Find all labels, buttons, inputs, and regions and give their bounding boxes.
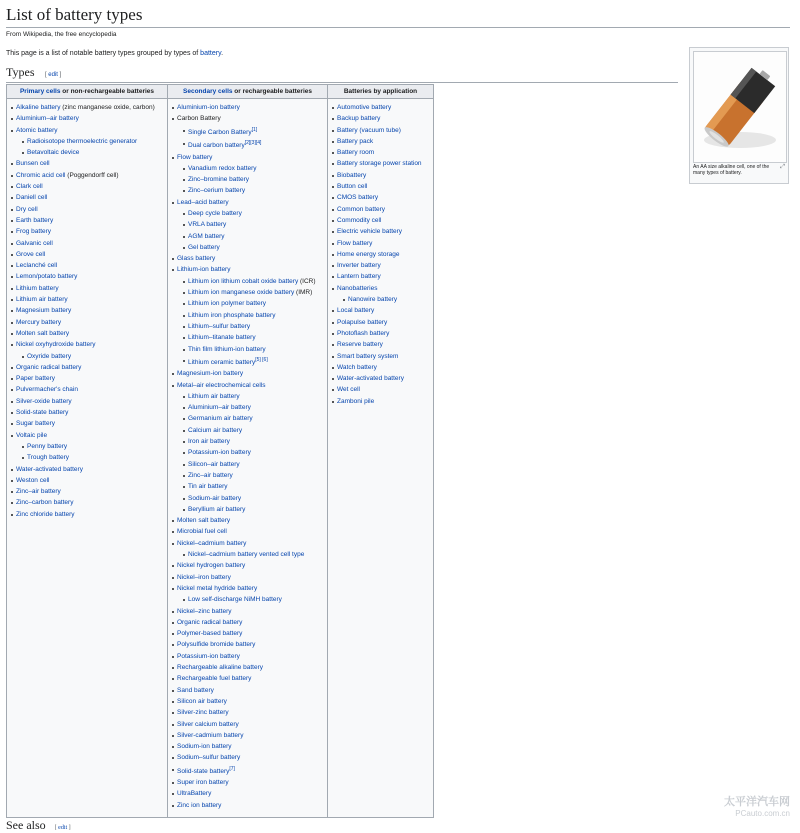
battery-type-link[interactable]: Grove cell (16, 250, 46, 258)
battery-type-link[interactable]: Iron air battery (188, 438, 230, 446)
battery-type-link[interactable]: Daniell cell (16, 194, 48, 202)
list-item (10, 249, 164, 260)
list-item (10, 509, 164, 520)
battery-type-link: Carbon Battery (177, 115, 221, 123)
battery-type-link[interactable]: Backup battery (337, 115, 381, 123)
list-item (331, 305, 430, 316)
list-item (171, 752, 324, 763)
battery-type-link[interactable]: Metal–air electrochemical cells (177, 381, 266, 389)
list-item (10, 260, 164, 271)
list-item (171, 685, 324, 696)
list-item (171, 413, 324, 424)
list-item (171, 102, 324, 113)
list-item (10, 271, 164, 282)
list-item (10, 158, 164, 169)
list-item (331, 328, 430, 339)
list-item (331, 215, 430, 226)
battery-type-link[interactable]: CMOS battery (337, 194, 379, 202)
battery-type-link[interactable]: Germanium air battery (188, 415, 253, 423)
list-item (171, 402, 324, 413)
battery-type-link[interactable]: Solid-state battery (177, 767, 230, 775)
battery-type-link[interactable]: Low self-discharge NiMH battery (188, 596, 282, 604)
list-item (171, 549, 324, 560)
intro-paragraph (6, 50, 790, 57)
battery-type-link[interactable]: Polysulfide bromide battery (177, 641, 256, 649)
battery-type-link[interactable]: Home energy storage (337, 250, 400, 258)
list-item (171, 368, 324, 379)
battery-type-link[interactable]: Silver calcium battery (177, 720, 239, 728)
battery-type-link[interactable]: Battery (vacuum tube) (337, 126, 401, 134)
list-item (331, 147, 430, 158)
list-item (171, 788, 324, 799)
list-item (331, 170, 430, 181)
col3-header: Batteries by application (328, 85, 434, 99)
list-item (10, 136, 164, 147)
list-item (10, 317, 164, 328)
primary-cells-link[interactable]: Primary cells (19, 88, 61, 95)
list-item (171, 310, 324, 321)
battery-type-link[interactable]: Common battery (337, 205, 386, 213)
col2-header (168, 85, 328, 99)
list-item (331, 362, 430, 373)
list-item (171, 504, 324, 515)
battery-type-link[interactable]: Atomic battery (16, 126, 58, 134)
battery-type-link[interactable]: Silicon air battery (177, 697, 227, 705)
item-note: (IMR) (294, 289, 313, 297)
list-item (171, 125, 324, 138)
list-item (10, 497, 164, 508)
list-item (171, 459, 324, 470)
battery-type-link[interactable]: Beryllium air battery (188, 505, 246, 513)
battery-type-link[interactable]: Automotive battery (337, 104, 392, 111)
table-header-row (7, 85, 434, 99)
battery-type-link[interactable]: Lithium iron phosphate battery (188, 311, 276, 319)
list-item (331, 238, 430, 249)
list-item (171, 298, 324, 309)
battery-type-link[interactable]: Biobattery (337, 171, 367, 179)
battery-type-link[interactable]: Watch battery (337, 363, 377, 371)
list-item (171, 113, 324, 124)
list-item (171, 583, 324, 594)
battery-type-link[interactable]: Super iron battery (177, 779, 229, 787)
list-item (10, 192, 164, 203)
list-item (171, 628, 324, 639)
battery-type-link[interactable]: Microbial fuel cell (177, 528, 227, 536)
list-item (10, 441, 164, 452)
battery-type-link[interactable]: Single Carbon Battery (188, 128, 252, 136)
battery-type-link[interactable]: Silver-oxide battery (16, 397, 72, 405)
battery-type-link[interactable]: Voltaic pile (16, 431, 48, 439)
battery-type-link[interactable]: Zinc–bromine battery (188, 176, 250, 184)
list-item (171, 707, 324, 718)
battery-type-link[interactable]: Sodium–sulfur battery (177, 754, 241, 762)
battery-type-link[interactable]: Lemon/potato battery (16, 273, 78, 281)
battery-type-link[interactable]: Organic radical battery (177, 618, 243, 626)
list-item (331, 192, 430, 203)
list-item (171, 673, 324, 684)
list-item (171, 594, 324, 605)
see-also-edit-link[interactable]: edit (58, 825, 68, 831)
battery-type-link[interactable]: Alkaline battery (16, 104, 61, 111)
list-item (171, 152, 324, 163)
battery-type-link[interactable]: Solid-state battery (16, 409, 69, 417)
list-item (10, 407, 164, 418)
list-item (171, 321, 324, 332)
battery-type-link[interactable]: Pulvermacher's chain (16, 386, 78, 394)
reference-link[interactable]: [1] (251, 126, 258, 133)
list-item (331, 351, 430, 362)
list-item (171, 730, 324, 741)
list-item (171, 800, 324, 811)
battery-type-link[interactable]: Mercury battery (16, 318, 62, 326)
list-item (171, 741, 324, 752)
watermark (724, 796, 790, 820)
list-item (171, 560, 324, 571)
battery-type-link[interactable]: UltraBattery (177, 790, 212, 798)
battery-type-link[interactable]: Vanadium redox battery (188, 164, 257, 172)
battery-type-link[interactable]: Penny battery (27, 442, 68, 450)
list-item (10, 396, 164, 407)
battery-type-link[interactable]: Bunsen cell (16, 160, 50, 168)
battery-type-link[interactable]: Thin film lithium-ion battery (188, 345, 266, 353)
list-item (10, 125, 164, 136)
list-item (171, 163, 324, 174)
list-item (331, 294, 430, 305)
item-note: (Poggendorff cell) (65, 171, 119, 179)
battery-type-link[interactable]: Organic radical battery (16, 363, 82, 371)
thumbnail (689, 47, 789, 184)
list-item (171, 436, 324, 447)
list-item (331, 136, 430, 147)
list-item (171, 276, 324, 287)
list-item (331, 125, 430, 136)
battery-type-link[interactable]: Gel battery (188, 243, 220, 251)
list-item (171, 515, 324, 526)
battery-type-link[interactable]: Frog battery (16, 228, 52, 236)
list-item (331, 339, 430, 350)
col1-cell (7, 99, 168, 818)
list-item (171, 355, 324, 368)
battery-type-link[interactable]: VRLA battery (188, 221, 227, 229)
battery-type-link[interactable]: Rechargeable alkaline battery (177, 664, 263, 672)
list-item (331, 249, 430, 260)
list-item (10, 452, 164, 463)
battery-type-link[interactable]: Chromic acid cell (16, 171, 66, 179)
see-also-edit: [ edit ] (54, 825, 71, 831)
battery-type-link[interactable]: Nanowire battery (348, 296, 398, 304)
battery-type-link[interactable]: Zinc–air battery (188, 471, 233, 479)
col2-cell (168, 99, 328, 818)
battery-type-link[interactable]: Button cell (337, 183, 368, 191)
battery-type-link[interactable]: Oxyride battery (27, 352, 72, 360)
list-item (171, 572, 324, 583)
list-item (171, 287, 324, 298)
battery-type-link[interactable]: Local battery (337, 307, 375, 315)
item-note: (zinc manganese oxide, carbon) (60, 104, 155, 111)
battery-type-link[interactable]: Zamboni pile (337, 397, 375, 405)
list-item (171, 662, 324, 673)
col2-header-text: or rechargeable batteries (232, 88, 312, 95)
battery-type-link[interactable]: Lithium ion lithium cobalt oxide battery (188, 277, 299, 285)
battery-type-link[interactable]: Lithium ion polymer battery (188, 300, 267, 308)
list-item (331, 260, 430, 271)
battery-type-link[interactable]: Wet cell (337, 386, 360, 394)
battery-type-link[interactable]: Lithium battery (16, 284, 59, 292)
list-item (171, 197, 324, 208)
section-title: Types (6, 65, 35, 79)
list-item (331, 113, 430, 124)
list-item (10, 113, 164, 124)
battery-type-link[interactable]: Molten salt battery (177, 517, 231, 525)
list-item (171, 639, 324, 650)
battery-type-link[interactable]: Potassium-ion battery (188, 449, 251, 457)
col3-cell (328, 99, 434, 818)
list-item (10, 373, 164, 384)
battery-type-link[interactable]: Weston cell (16, 476, 50, 484)
list-item (10, 362, 164, 373)
battery-type-link[interactable]: Battery pack (337, 137, 374, 145)
battery-table (6, 84, 434, 818)
battery-type-link[interactable]: Glass battery (177, 255, 216, 263)
primary-list (10, 102, 164, 520)
list-item (171, 332, 324, 343)
battery-type-link[interactable]: Nickel–cadmium battery vented cell type (188, 551, 305, 559)
battery-type-link[interactable]: Molten salt battery (16, 329, 70, 337)
list-item (10, 351, 164, 362)
battery-type-link[interactable]: Silver-zinc battery (177, 709, 229, 717)
list-item (10, 215, 164, 226)
battery-type-link[interactable]: Nanobatteries (337, 284, 378, 292)
list-item (331, 181, 430, 192)
battery-type-link[interactable]: Lithium ceramic battery (188, 359, 256, 366)
list-item (331, 102, 430, 113)
battery-type-link[interactable]: Water-activated battery (337, 375, 404, 383)
battery-type-link[interactable]: Nickel hydrogen battery (177, 562, 246, 570)
battery-type-link[interactable]: Galvanic cell (16, 239, 53, 247)
list-item (171, 617, 324, 628)
battery-type-link[interactable]: Sand battery (177, 686, 214, 694)
battery-type-link[interactable]: Aluminium-ion battery (177, 104, 240, 111)
battery-type-link[interactable]: Polymer-based battery (177, 630, 243, 638)
list-item (171, 208, 324, 219)
list-item (10, 464, 164, 475)
reference-link[interactable]: [5] [6] (255, 356, 268, 363)
battery-type-link[interactable]: Dual carbon battery (188, 142, 245, 150)
battery-type-link[interactable]: Sodium-ion battery (177, 743, 232, 751)
battery-type-link[interactable]: Radioisotope thermoelectric generator (27, 137, 138, 145)
reference-link[interactable]: [7] (229, 765, 235, 772)
types-heading (6, 63, 678, 83)
battery-type-link[interactable]: Potassium-ion battery (177, 652, 240, 660)
battery-type-link[interactable]: Lead–acid battery (177, 198, 229, 206)
list-item (171, 425, 324, 436)
list-item (10, 147, 164, 158)
list-item (10, 384, 164, 395)
watermark-line2: PCauto.com.cn (735, 809, 790, 818)
list-item (171, 764, 324, 777)
battery-type-link[interactable]: Aluminium–air battery (16, 115, 79, 123)
battery-type-link[interactable]: Battery storage power station (337, 160, 422, 168)
list-item (10, 486, 164, 497)
battery-type-link[interactable]: Nickel–zinc battery (177, 607, 232, 615)
list-item (171, 481, 324, 492)
battery-type-link[interactable]: Zinc–carbon battery (16, 499, 74, 507)
battery-type-link[interactable]: Calcium air battery (188, 426, 243, 434)
battery-type-link[interactable]: Nickel metal hydride battery (177, 584, 258, 592)
list-item (10, 170, 164, 181)
list-item (10, 294, 164, 305)
watermark-line1: 太平洋汽车网 (724, 796, 790, 808)
battery-type-link[interactable]: Reserve battery (337, 341, 383, 349)
battery-type-link[interactable]: Flow battery (337, 239, 373, 247)
battery-type-link[interactable]: Lithium ion manganese oxide battery (188, 289, 295, 297)
battery-type-link[interactable]: Polapulse battery (337, 318, 388, 326)
battery-type-link[interactable]: Nickel–cadmium battery (177, 539, 247, 547)
list-item (10, 238, 164, 249)
list-item (171, 138, 324, 151)
battery-type-link[interactable]: Lantern battery (337, 273, 381, 281)
list-item (10, 475, 164, 486)
battery-type-link[interactable]: Silver-cadmium battery (177, 731, 244, 739)
list-item (10, 418, 164, 429)
list-item (171, 231, 324, 242)
list-item (171, 242, 324, 253)
edit-section: [ edit ] (44, 72, 62, 78)
list-item (171, 719, 324, 730)
battery-type-link[interactable]: Lithium-ion battery (177, 266, 231, 274)
battery-type-link[interactable]: Nickel oxyhydroxide battery (16, 341, 96, 349)
list-item (171, 264, 324, 275)
battery-type-link[interactable]: Inverter battery (337, 262, 381, 270)
list-item (331, 283, 430, 294)
list-item (171, 380, 324, 391)
intro-end: . (221, 50, 224, 57)
battery-type-link[interactable]: Lithium–titanate battery (188, 334, 256, 342)
reference-link[interactable]: [2][3][4] (244, 140, 262, 147)
list-item (171, 526, 324, 537)
edit-link[interactable]: edit (48, 72, 58, 78)
list-item (171, 470, 324, 481)
secondary-cells-link[interactable]: Secondary cells (183, 88, 233, 95)
list-item (331, 384, 430, 395)
list-item (10, 226, 164, 237)
battery-type-link[interactable]: Sodium-air battery (188, 494, 242, 502)
see-also-title: See also (6, 818, 46, 832)
list-item (331, 204, 430, 215)
list-item (331, 271, 430, 282)
intro-text: This page is a list of notable battery types grouped by types of (6, 50, 201, 57)
battery-type-link[interactable]: Aluminium–air battery (188, 404, 251, 412)
list-item (171, 538, 324, 549)
list-item (10, 204, 164, 215)
battery-type-link[interactable]: Leclanché cell (16, 262, 58, 270)
battery-type-link[interactable]: Zinc–air battery (16, 488, 61, 496)
battery-type-link[interactable]: Electric vehicle battery (337, 228, 403, 236)
battery-type-link[interactable]: Dry cell (16, 205, 38, 213)
battery-type-link[interactable]: Lithium air battery (16, 296, 68, 304)
list-item (171, 185, 324, 196)
list-item (171, 447, 324, 458)
col1-header (7, 85, 168, 99)
list-item (171, 696, 324, 707)
list-item (331, 226, 430, 237)
list-item (10, 181, 164, 192)
battery-type-link[interactable]: Tin air battery (188, 483, 228, 491)
battery-type-link[interactable]: Magnesium-ion battery (177, 370, 244, 378)
battery-type-link[interactable]: Rechargeable fuel battery (177, 675, 252, 683)
list-item (171, 493, 324, 504)
tagline: From Wikipedia, the free encyclopedia (6, 31, 117, 38)
battery-type-link[interactable]: Zinc–cerium battery (188, 187, 246, 195)
battery-type-link[interactable]: Zinc ion battery (177, 801, 222, 809)
list-item (331, 158, 430, 169)
battery-type-link[interactable]: Photoflash battery (337, 329, 390, 337)
col1-header-text: or non-rechargeable batteries (60, 88, 155, 95)
battery-type-link[interactable]: Paper battery (16, 375, 56, 383)
battery-type-link[interactable]: Water-activated battery (16, 465, 83, 473)
list-item (10, 102, 164, 113)
battery-type-link[interactable]: Magnesium battery (16, 307, 72, 315)
battery-type-link[interactable]: Flow battery (177, 153, 213, 161)
battery-type-link[interactable]: Nickel–iron battery (177, 573, 231, 581)
battery-type-link[interactable]: Lithium air battery (188, 392, 240, 400)
battery-type-link[interactable]: Lithium–sulfur battery (188, 322, 251, 330)
battery-type-link[interactable]: Trough battery (27, 454, 70, 462)
aa-battery-icon (694, 52, 786, 162)
list-item (171, 344, 324, 355)
battery-image[interactable] (693, 51, 787, 163)
battery-type-link[interactable]: Betavoltaic device (27, 149, 80, 157)
secondary-list (171, 102, 324, 811)
battery-type-link[interactable]: Earth battery (16, 216, 54, 224)
list-item (171, 606, 324, 617)
list-item (171, 651, 324, 662)
table-body-row (7, 99, 434, 818)
list-item (10, 283, 164, 294)
battery-link[interactable]: battery (200, 50, 222, 57)
list-item (331, 396, 430, 407)
list-item (171, 391, 324, 402)
battery-type-link[interactable]: Zinc chloride battery (16, 510, 75, 518)
battery-type-link[interactable]: Commodity cell (337, 216, 382, 224)
battery-type-link[interactable]: Silicon–air battery (188, 460, 240, 468)
list-item (331, 317, 430, 328)
list-item (10, 305, 164, 316)
battery-type-link[interactable]: AGM battery (188, 232, 225, 240)
list-item (331, 373, 430, 384)
page-title: List of battery types (6, 5, 790, 28)
enlarge-icon[interactable]: ⤢ (780, 164, 785, 170)
battery-type-link[interactable]: Battery room (337, 149, 375, 157)
battery-type-link[interactable]: Sugar battery (16, 420, 56, 428)
battery-type-link[interactable]: Smart battery system (337, 352, 399, 360)
list-item (171, 777, 324, 788)
list-item (10, 328, 164, 339)
list-item (10, 430, 164, 441)
image-caption: An AA size alkaline cell, one of the many types of battery. (693, 164, 770, 176)
battery-type-link[interactable]: Deep cycle battery (188, 209, 242, 217)
list-item (10, 339, 164, 350)
list-item (171, 253, 324, 264)
battery-type-link[interactable]: Clark cell (16, 183, 43, 191)
application-list (331, 102, 430, 407)
list-item (171, 219, 324, 230)
list-item (171, 174, 324, 185)
item-note: (ICR) (298, 277, 316, 285)
